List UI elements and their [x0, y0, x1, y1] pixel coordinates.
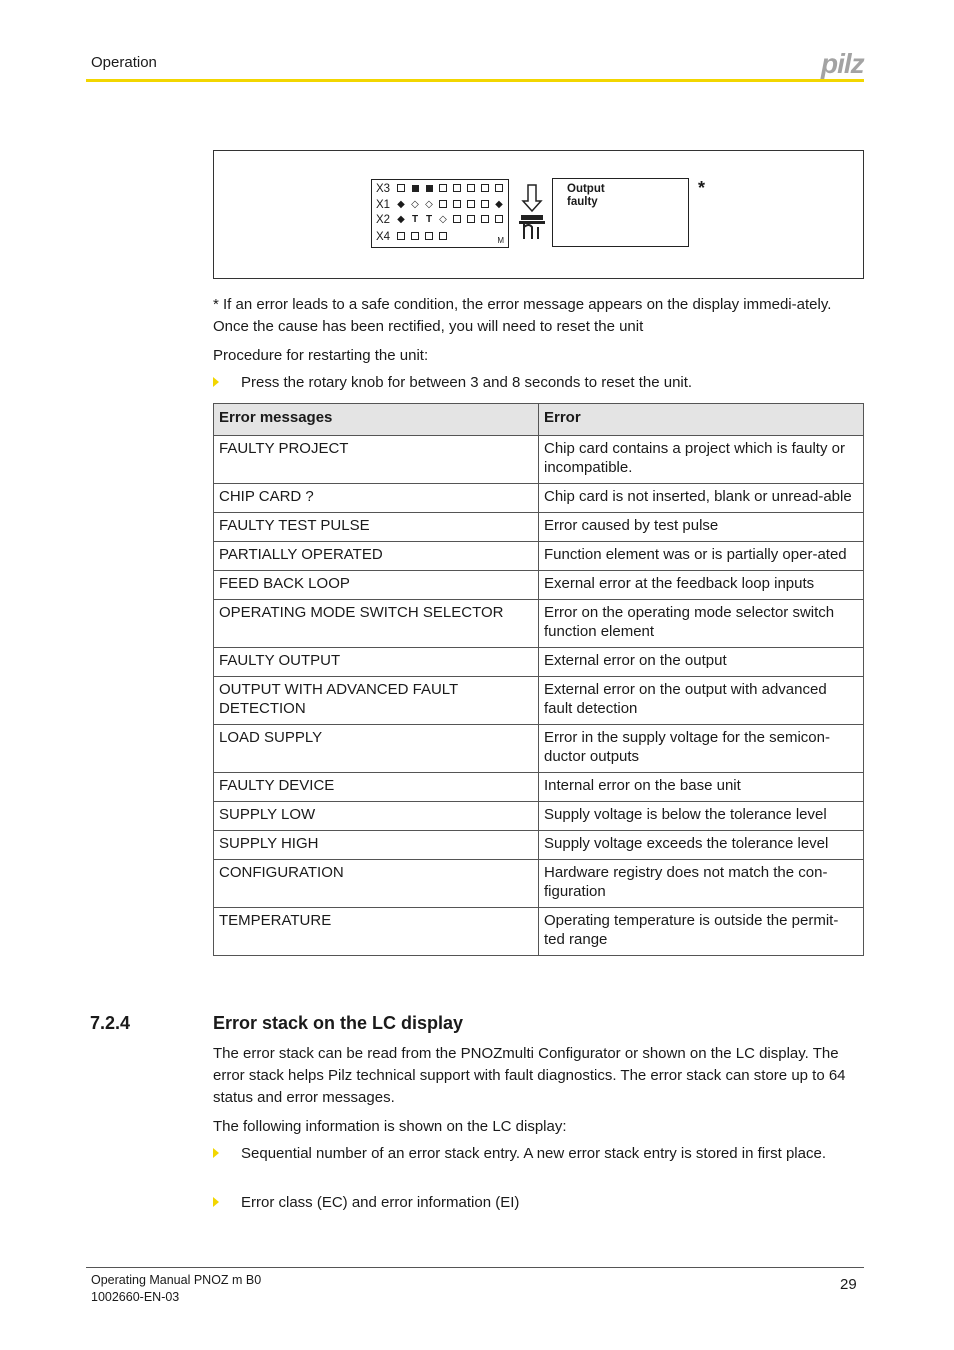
section-number: 7.2.4 — [90, 1013, 131, 1033]
lcd-row — [376, 198, 506, 212]
lcd-status-icon — [422, 230, 436, 244]
error-description-cell: Error caused by test pulse — [539, 513, 864, 542]
page-number: 29 — [840, 1276, 857, 1293]
section-paragraph: The following information is shown on the LC display: — [213, 1118, 567, 1135]
lcd-status-icon — [478, 198, 492, 212]
error-message-cell: CHIP CARD ? — [214, 484, 539, 513]
error-description-cell: Supply voltage exceeds the tolerance level — [539, 831, 864, 860]
error-description-cell: External error on the output with advanced fault detection — [539, 677, 864, 725]
lcd-status-icon — [450, 182, 464, 196]
display-figure — [213, 150, 864, 279]
running-header: Operation — [91, 54, 157, 71]
error-description-cell: Chip card contains a project which is faulty or incompatible. — [539, 436, 864, 484]
table-row — [214, 802, 864, 831]
lcd-status-icon: ◇ — [425, 199, 433, 210]
error-message-cell: PARTIALLY OPERATED — [214, 542, 539, 571]
lcd-status-icon: ◆ — [397, 199, 405, 210]
error-message-cell: FAULTY PROJECT — [214, 436, 539, 484]
table-row — [214, 600, 864, 648]
lcd-corner-label: M — [497, 236, 504, 245]
table-row — [214, 436, 864, 484]
error-message-cell: TEMPERATURE — [214, 908, 539, 956]
lcd-status-icon: ◆ — [495, 199, 503, 210]
message-display — [552, 178, 689, 247]
error-messages-table — [213, 403, 864, 956]
lcd-row-label: X1 — [376, 199, 391, 211]
lcd-status-icon: ◆ — [397, 214, 405, 225]
lcd-status-icon — [464, 182, 478, 196]
lcd-row-label: X4 — [376, 231, 391, 243]
bullet-arrow-icon — [213, 1148, 219, 1158]
error-description-cell: Error in the supply voltage for the semicon-ductor outputs — [539, 725, 864, 773]
section-title: Error stack on the LC display — [213, 1013, 464, 1033]
lcd-status-icon — [394, 230, 408, 244]
lcd-status-icon — [464, 213, 478, 227]
error-message-cell: OUTPUT WITH ADVANCED FAULT DETECTION — [214, 677, 539, 725]
lcd-status-icon — [408, 230, 422, 244]
lcd-row — [376, 230, 450, 244]
lcd-row — [376, 213, 506, 227]
lcd-status-icon: T — [411, 214, 419, 225]
lcd-row-label: X3 — [376, 183, 391, 195]
footnote-marker: * — [698, 178, 706, 198]
lcd-row — [376, 182, 506, 196]
header-rule — [86, 79, 864, 82]
error-message-cell: CONFIGURATION — [214, 860, 539, 908]
footer-doc-info — [91, 1272, 261, 1306]
footer-manual-title: Operating Manual PNOZ m B0 — [91, 1273, 262, 1287]
lcd-status-icon — [436, 230, 450, 244]
table-row — [214, 542, 864, 571]
table-row — [214, 831, 864, 860]
section-paragraph: The error stack can be read from the PNOZmulti Configurator or shown on the LC display. The error stack helps Pilz technical support with fault diagnostics. The error stack can store up to 64 status and error messages. — [213, 1045, 846, 1106]
footer-doc-number: 1002660-EN-03 — [91, 1290, 180, 1304]
lcd-status-icon: T — [425, 214, 433, 225]
table-row — [214, 773, 864, 802]
lcd-status-icon: ◇ — [439, 214, 447, 225]
lcd-status-icon — [478, 213, 492, 227]
error-message-cell: SUPPLY LOW — [214, 802, 539, 831]
table-header-row — [214, 404, 864, 436]
error-message-cell: FAULTY DEVICE — [214, 773, 539, 802]
error-description-cell: Hardware registry does not match the con-figuration — [539, 860, 864, 908]
error-description-cell: Function element was or is partially oper-ated — [539, 542, 864, 571]
lcd-display — [371, 179, 509, 248]
error-message-cell: OPERATING MODE SWITCH SELECTOR — [214, 600, 539, 648]
lcd-status-icon — [436, 198, 450, 212]
bullet-arrow-icon — [213, 1197, 219, 1207]
column-header: Error messages — [214, 404, 539, 436]
message-line-1: Output — [567, 183, 605, 195]
lcd-status-icon — [492, 182, 506, 196]
table-row — [214, 571, 864, 600]
procedure-intro: Procedure for restarting the unit: — [213, 347, 429, 364]
error-description-cell: External error on the output — [539, 648, 864, 677]
lcd-status-icon: ◇ — [411, 199, 419, 210]
error-message-cell: FEED BACK LOOP — [214, 571, 539, 600]
column-header: Error — [539, 404, 864, 436]
error-message-cell: SUPPLY HIGH — [214, 831, 539, 860]
table-row — [214, 860, 864, 908]
table-row — [214, 513, 864, 542]
error-description-cell: Chip card is not inserted, blank or unread-able — [539, 484, 864, 513]
bullet-arrow-icon — [213, 377, 219, 387]
error-description-cell: Supply voltage is below the tolerance level — [539, 802, 864, 831]
error-message-cell: FAULTY OUTPUT — [214, 648, 539, 677]
error-message-cell: LOAD SUPPLY — [214, 725, 539, 773]
table-row — [214, 484, 864, 513]
lcd-status-icon — [394, 182, 408, 196]
lcd-status-icon — [408, 182, 422, 196]
footnote-text: * If an error leads to a safe condition, the error message appears on the display immedi-ately. Once the cause has been rectified, you will need to reset the unit — [213, 296, 832, 335]
lcd-row-label: X2 — [376, 214, 391, 226]
message-line-2: faulty — [567, 196, 598, 208]
lcd-status-icon — [478, 182, 492, 196]
table-row — [214, 677, 864, 725]
error-description-cell: Exernal error at the feedback loop inputs — [539, 571, 864, 600]
lcd-status-icon — [422, 182, 436, 196]
table-row — [214, 908, 864, 956]
lcd-status-icon — [464, 198, 478, 212]
press-knob-icon — [517, 183, 547, 243]
error-description-cell: Internal error on the base unit — [539, 773, 864, 802]
error-message-cell: FAULTY TEST PULSE — [214, 513, 539, 542]
table-row — [214, 725, 864, 773]
lcd-status-icon — [450, 213, 464, 227]
error-description-cell: Error on the operating mode selector switch function element — [539, 600, 864, 648]
pilz-logo: pilz — [821, 48, 864, 79]
error-description-cell: Operating temperature is outside the permit-ted range — [539, 908, 864, 956]
lcd-status-icon — [450, 198, 464, 212]
footer-rule — [86, 1267, 864, 1268]
lcd-status-icon — [492, 213, 506, 227]
table-row — [214, 648, 864, 677]
lcd-status-icon — [436, 182, 450, 196]
